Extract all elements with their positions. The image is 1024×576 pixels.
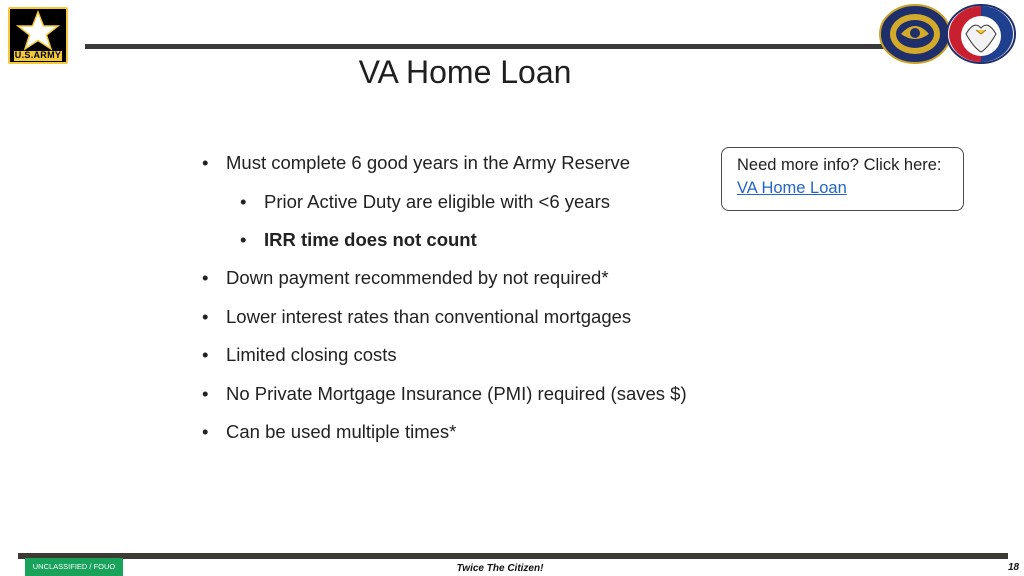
- bullet-marker: •: [240, 191, 247, 212]
- bullet-item: [202, 306, 632, 328]
- army-logo-text: U.S.ARMY: [14, 50, 62, 60]
- bullet-item: [202, 152, 631, 174]
- bullet-item: [202, 267, 609, 289]
- bullet-text: Down payment recommended by not required*: [226, 267, 609, 288]
- bullet-text: Must complete 6 good years in the Army Reserve: [226, 152, 631, 173]
- bullet-text: Lower interest rates than conventional mortgages: [226, 306, 632, 327]
- bullet-marker: •: [202, 421, 209, 442]
- sub-bullet-item: [240, 191, 610, 213]
- slide-title: VA Home Loan: [358, 54, 572, 90]
- info-callout-text: Need more info? Click here:: [737, 156, 942, 174]
- bullet-item: [202, 344, 397, 366]
- bullet-marker: •: [240, 229, 247, 250]
- bullet-item: [202, 383, 687, 405]
- bullet-marker: •: [202, 306, 209, 327]
- bullet-text: Can be used multiple times*: [226, 421, 457, 442]
- footer-bar: [18, 553, 1008, 559]
- bullet-marker: •: [202, 152, 209, 173]
- info-callout-box: [721, 147, 964, 211]
- bullet-marker: •: [202, 383, 209, 404]
- bullet-item: [202, 421, 457, 443]
- page-number: 18: [1008, 562, 1020, 573]
- bullet-marker: •: [202, 267, 209, 288]
- bullet-text: Limited closing costs: [226, 344, 397, 365]
- sub-bullet-item: [240, 229, 477, 251]
- bullet-marker: •: [202, 344, 209, 365]
- footer-motto: Twice The Citizen!: [456, 563, 544, 574]
- bullet-text: No Private Mortgage Insurance (PMI) required (saves $): [226, 383, 687, 404]
- classification-banner: UNCLASSIFIED / FOUO: [25, 558, 123, 576]
- bullet-text: Prior Active Duty are eligible with <6 years: [264, 191, 610, 212]
- va-home-loan-link[interactable]: VA Home Loan: [737, 179, 847, 197]
- bullet-text: IRR time does not count: [264, 229, 477, 250]
